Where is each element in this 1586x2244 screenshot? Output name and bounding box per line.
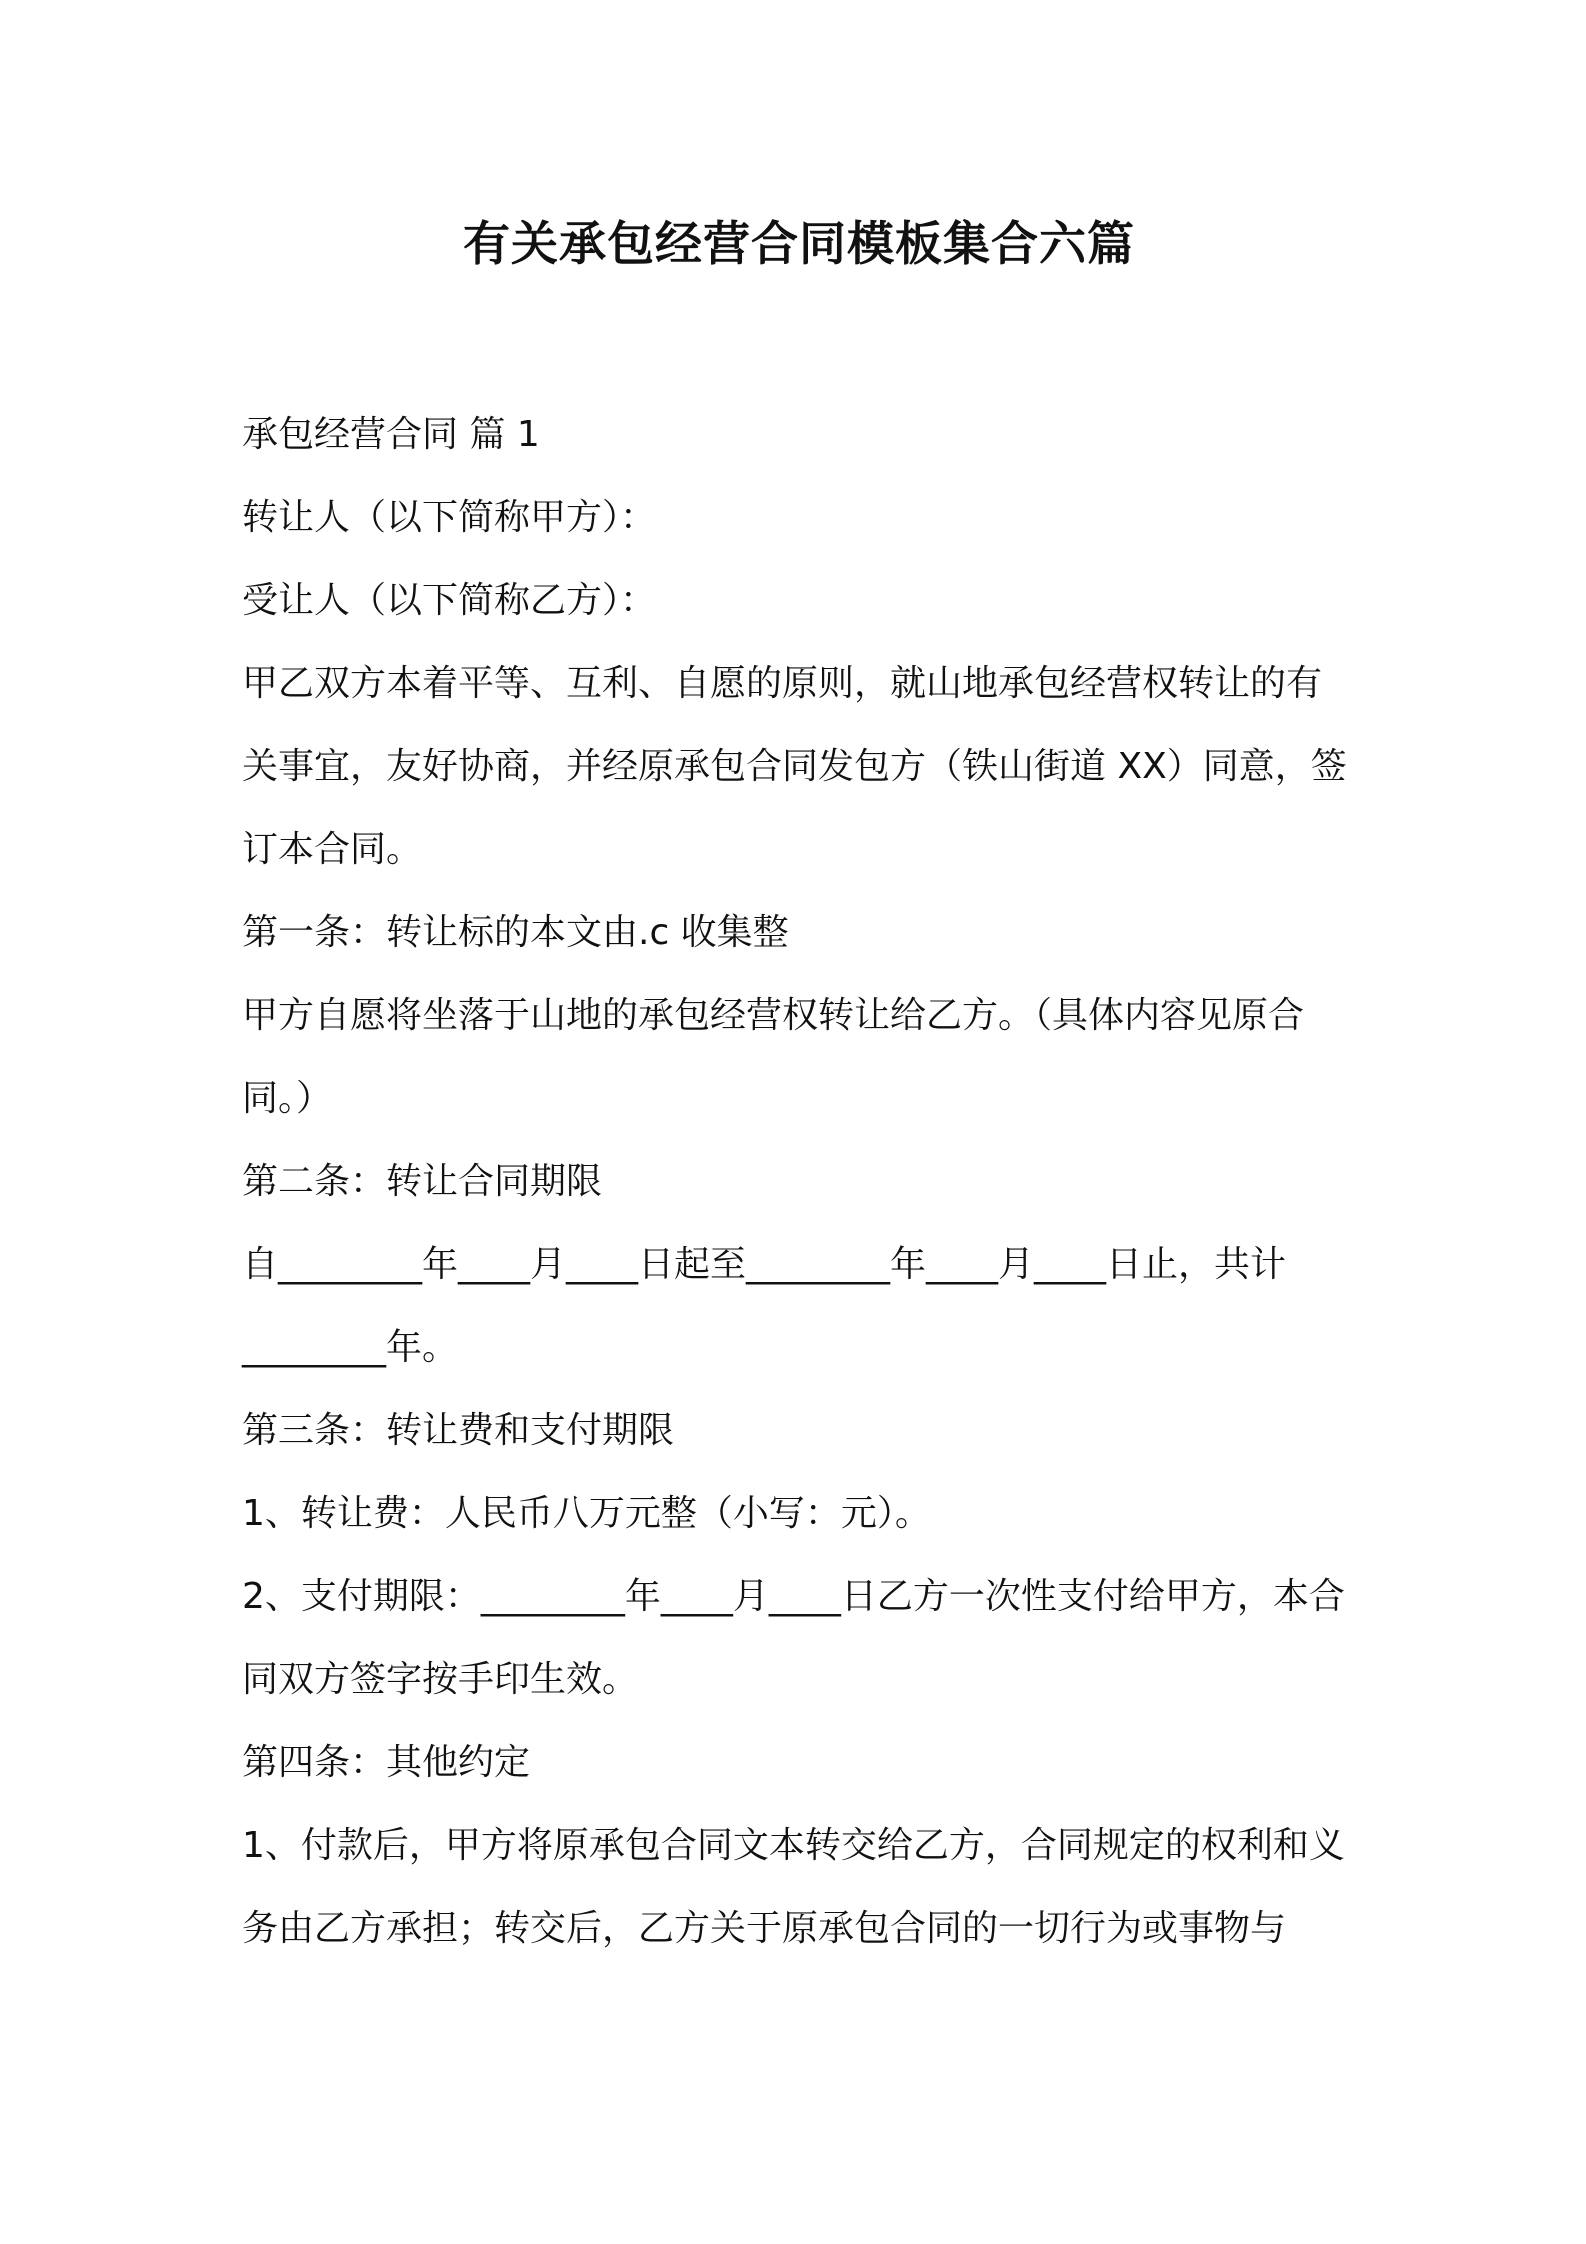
article-2-body: 自________年____月____日起至________年____月____日止，共计________年。 <box>242 1244 1287 1368</box>
article-2-heading: 第二条：转让合同期限 <box>242 1161 603 1202</box>
transferee-line: 受让人（以下简称乙方）： <box>242 580 657 621</box>
article-3-item-2: 2、支付期限：________年____月____日乙方一次性支付给甲方，本合同双方签字按手印生效。 <box>242 1576 1345 1700</box>
article-4-item-1: 1、付款后，甲方将原承包合同文本转交给乙方，合同规定的权利和义务由乙方承担；转交后，乙方关于原承包合同的一切行为或事物与 <box>242 1825 1345 1949</box>
article-1-body: 甲方自愿将坐落于山地的承包经营权转让给乙方。（具体内容见原合同。） <box>242 995 1305 1119</box>
preamble-paragraph: 甲乙双方本着平等、互利、自愿的原则，就山地承包经营权转让的有关事宜，友好协商，并经原承包合同发包方（铁山街道 XX）同意，签订本合同。 <box>242 663 1347 870</box>
section-heading: 承包经营合同 篇 1 <box>242 414 540 455</box>
article-1-heading: 第一条：转让标的本文由.c 收集整 <box>242 912 789 953</box>
document-title: 有关承包经营合同模板集合六篇 <box>463 217 1135 272</box>
document-body <box>242 393 1356 1970</box>
transferor-line: 转让人（以下简称甲方）： <box>242 497 657 538</box>
article-3-heading: 第三条：转让费和支付期限 <box>242 1410 675 1451</box>
article-4-heading: 第四条：其他约定 <box>242 1742 531 1783</box>
article-3-item-1: 1、转让费：人民币八万元整（小写：元）。 <box>242 1493 931 1534</box>
